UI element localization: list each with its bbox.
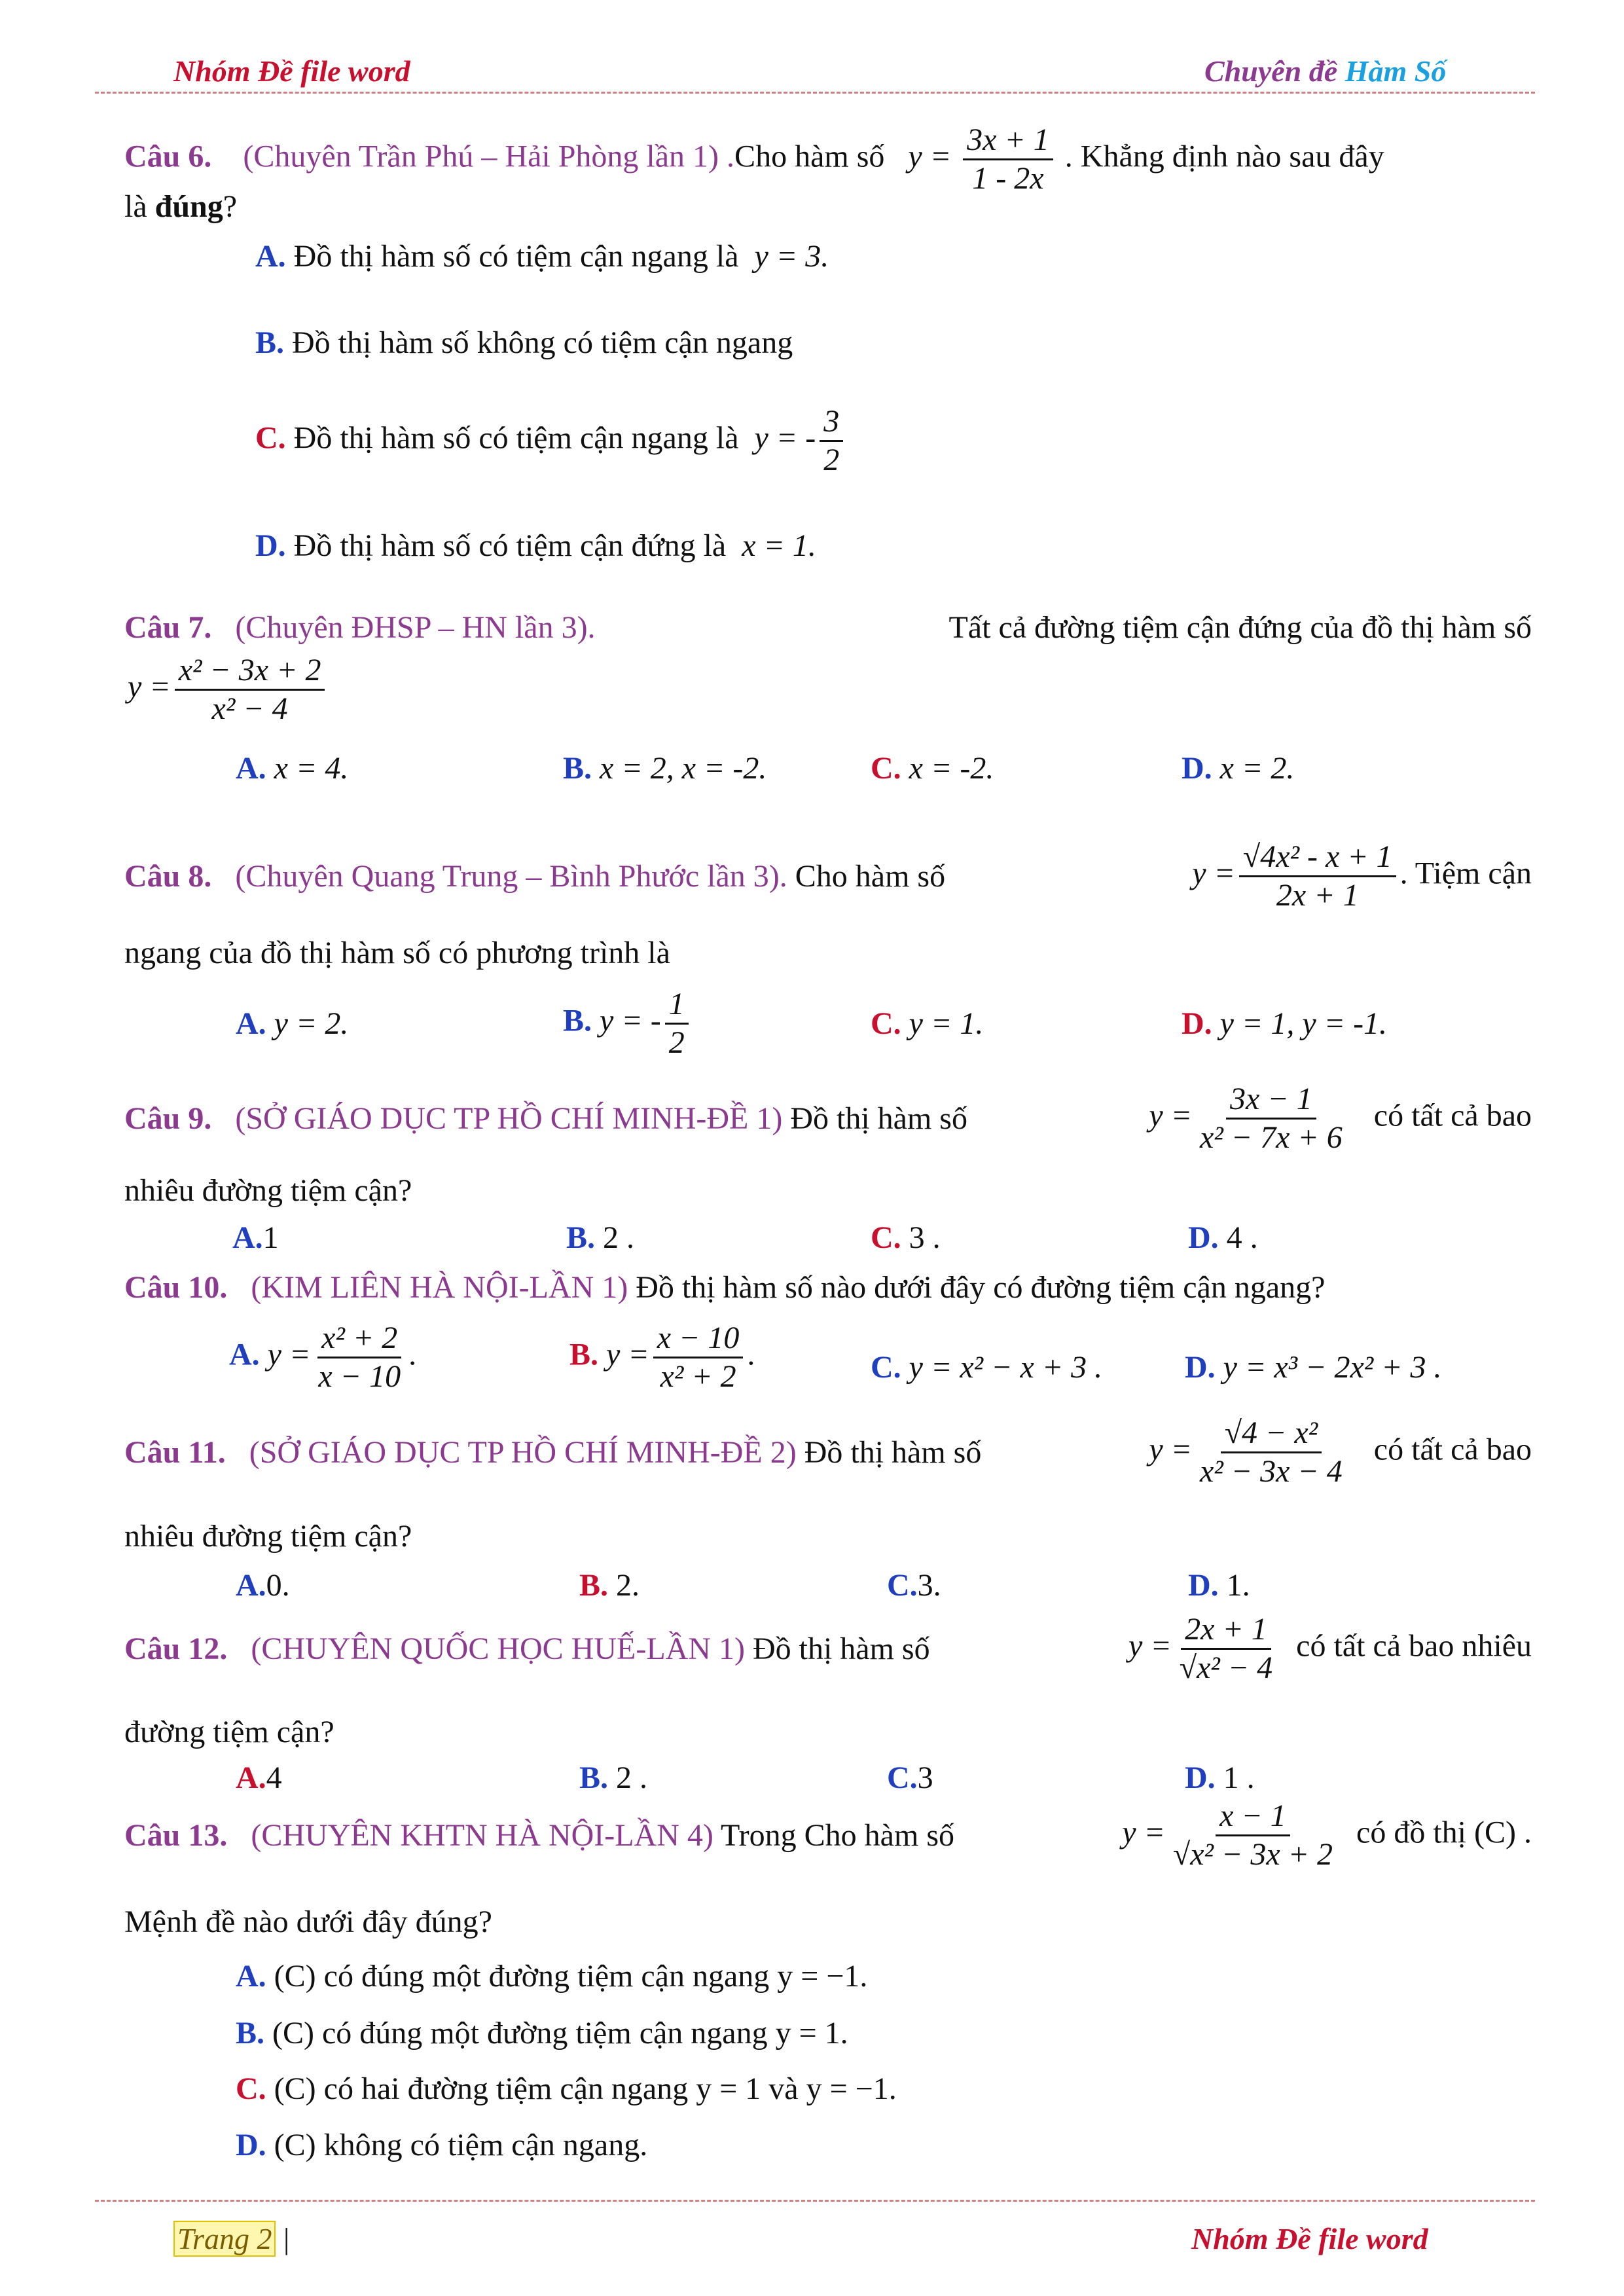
q13-option-d: D. (C) không có tiệm cận ngang. (236, 2128, 648, 2162)
q13-option-c: C. (C) có hai đường tiệm cận ngang y = 1 và y = −1. (236, 2071, 897, 2106)
q8-option-c: C. y = 1. (871, 1006, 984, 1041)
q11-line2: nhiêu đường tiệm cận? (124, 1519, 412, 1554)
q11-option-a: A.0. (236, 1568, 290, 1603)
q11-option-c: C.3. (887, 1568, 941, 1603)
q6-option-c: C. Đồ thị hàm số có tiệm cận ngang là y = - $\frac{3}{2}$ (255, 406, 847, 476)
q10-option-a: A. y = $\frac{\text{x² + 2}}{x - 10}$ . (229, 1321, 417, 1394)
q13-line2: Mệnh đề nào dưới đây đúng? (124, 1904, 492, 1939)
q8-option-b: B. y = - $\frac{1}{2}$ (563, 989, 693, 1059)
q8-line2: ngang của đồ thị hàm số có phương trình là (124, 936, 670, 970)
q7-option-d: D. x = 2. (1182, 751, 1295, 786)
q7-option-c: C. x = -2. (871, 751, 994, 786)
q12-line2: đường tiệm cận? (124, 1715, 334, 1749)
header-right: Chuyên đề Hàm Số (1204, 54, 1447, 88)
q9-line2: nhiêu đường tiệm cận? (124, 1173, 412, 1208)
q8-option-d: D. y = 1, y = -1. (1182, 1006, 1388, 1041)
q12-option-d: D. 1 . (1185, 1760, 1255, 1795)
q9-option-c: C. 3 . (871, 1220, 941, 1255)
footer-divider (95, 2200, 1535, 2202)
footer-page: Trang 2 | (173, 2221, 289, 2256)
q6-option-d: D. Đồ thị hàm số có tiệm cận đứng là x = 1. (255, 528, 816, 563)
q9-option-d: D. 4 . (1188, 1220, 1258, 1255)
q6-option-b: B. Đồ thị hàm số không có tiệm cận ngang (255, 325, 793, 360)
q12-line1: Câu 12. (CHUYÊN QUỐC HỌC HUẾ-LẦN 1) Đồ thị hàm số y = $\frac{2x + 1}{\text{√x² − 4}}$ có tất cả bao nhiêu (124, 1612, 1532, 1685)
q10-line1: Câu 10. (KIM LIÊN HÀ NỘI-LẦN 1) Đồ thị hàm số nào dưới đây có đường tiệm cận ngang? (124, 1270, 1326, 1305)
q10-option-b: B. y = $\frac{x - 10}{\text{x² + 2}}$ . (569, 1321, 755, 1394)
q6-option-a: A. Đồ thị hàm số có tiệm cận ngang là y = 3. (255, 239, 829, 274)
q11-option-b: B. 2. (579, 1568, 640, 1603)
q9-option-b: B. 2 . (566, 1220, 635, 1255)
q12-option-a: A.4 (236, 1760, 282, 1795)
q6-line1: Câu 6. (Chuyên Trần Phú – Hải Phòng lần 1) .Cho hàm số y = $\frac{3x + 1}{1 - 2x}$ . Khẳng định nào sau đây (124, 122, 1384, 196)
q12-option-c: C.3 (887, 1760, 933, 1795)
q6-line2: là đúng? (124, 189, 238, 224)
q9-option-a: A.1 (232, 1220, 279, 1255)
q8-option-a: A. y = 2. (236, 1006, 349, 1041)
q11-line1: Câu 11. (SỞ GIÁO DỤC TP HỒ CHÍ MINH-ĐỀ 2) Đồ thị hàm số y = $\frac{\text{√4 − x²}}{\text{x² − 3x − 4}}$ có tất cả bao (124, 1415, 1532, 1489)
q13-option-a: A. (C) có đúng một đường tiệm cận ngang y = −1. (236, 1959, 868, 1994)
q7-line1: Câu 7. (Chuyên ĐHSP – HN lần 3). Tất cả đường tiệm cận đứng của đồ thị hàm số (124, 610, 1532, 645)
footer-right: Nhóm Đề file word (1191, 2222, 1428, 2255)
q11-option-d: D. 1. (1188, 1568, 1250, 1603)
q13-option-b: B. (C) có đúng một đường tiệm cận ngang y = 1. (236, 2016, 848, 2050)
q13-line1: Câu 13. (CHUYÊN KHTN HÀ NỘI-LẦN 4) Trong Cho hàm số y = $\frac{x - 1}{\text{√x² − 3x + 2}}$ có đồ thị (C) . (124, 1798, 1532, 1872)
q12-option-b: B. 2 . (579, 1760, 648, 1795)
q7-function: y = $\frac{\text{x² − 3x + 2}}{\text{x² − 4}}$ (128, 655, 329, 725)
q7-option-b: B. x = 2, x = -2. (563, 751, 767, 786)
header-divider (95, 92, 1535, 94)
q9-line1: Câu 9. (SỞ GIÁO DỤC TP HỒ CHÍ MINH-ĐỀ 1) Đồ thị hàm số y = $\frac{3x - 1}{\text{x² − 7x + 6}}$ có tất cả bao (124, 1082, 1532, 1155)
header-left: Nhóm Đề file word (173, 54, 410, 88)
q7-option-a: A. x = 4. (236, 751, 349, 786)
q10-option-c: C. y = x² − x + 3 . (871, 1350, 1103, 1385)
q6-fraction: $\frac{3x + 1}{1 - 2x}$ (963, 124, 1053, 194)
q10-option-d: D. y = x³ − 2x² + 3 . (1185, 1350, 1442, 1385)
q8-line1: Câu 8. (Chuyên Quang Trung – Bình Phước lần 3). Cho hàm số y = $\frac{\text{√4x² - x + 1}}{2x + 1}$ . Tiệm cận (124, 839, 1532, 913)
